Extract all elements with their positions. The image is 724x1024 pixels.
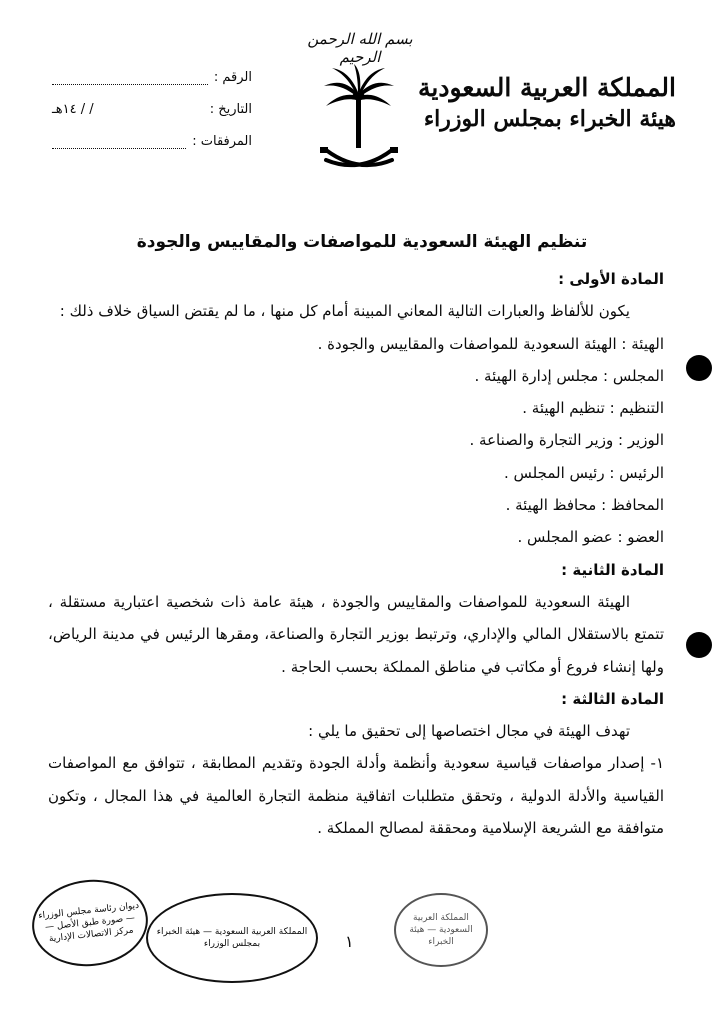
page-number: ١ xyxy=(345,932,354,951)
article1-intro: يكون للألفاظ والعبارات التالية المعاني المبينة أمام كل منها ، ما لم يقتض السياق خلاف ذلك : xyxy=(59,302,630,321)
definition-item: المجلس : مجلس إدارة الهيئة . xyxy=(474,366,664,385)
org-name-line1: المملكة العربية السعودية xyxy=(417,73,676,102)
definition-item: الهيئة : الهيئة السعودية للمواصفات والمقاييس والجودة . xyxy=(317,334,664,353)
article2-text: الهيئة السعودية للمواصفات والمقاييس والجودة ، هيئة عامة ذات شخصية اعتبارية مستقلة ، تتمتع بالاستقلال المالي والإداري، وترتبط بوزير التجارة والصناعة، ومقرها الرئيس في مدينة الرياض، ولها إنشاء فروع أو مكاتب في مناطق المملكة بحسب الحاجة . xyxy=(48,592,664,676)
ref-number-field xyxy=(52,70,252,85)
ref-number-line xyxy=(52,72,208,85)
article3-item1: ١- إصدار مواصفات قياسية سعودية وأنظمة وأدلة الجودة وتقديم المطابقة ، تتوافق مع المواصفات القياسية والأدلة الدولية ، وتحقق متطلبات اتفاقية منظمة التجارة العالمية في هذا المجال ، وتكون متوافقة مع الشريعة الإسلامية ومحققة لمصالح المملكة . xyxy=(48,754,664,838)
binder-hole xyxy=(686,632,712,658)
article3-intro: تهدف الهيئة في مجال اختصاصها إلى تحقيق ما يلي : xyxy=(308,722,630,741)
date-value: / / ١٤هـ xyxy=(52,102,94,117)
stamp-center: المملكة العربية السعودية — هيئة الخبراء بمجلس الوزراء xyxy=(146,893,318,983)
organization-name xyxy=(418,72,676,134)
definition-item: الوزير : وزير التجارة والصناعة . xyxy=(469,431,664,450)
ref-number-label: الرقم : xyxy=(213,70,252,85)
basmala: بسم الله الرحمن الرحيم xyxy=(307,30,413,66)
attachments-field xyxy=(52,134,252,149)
binder-hole xyxy=(686,355,712,381)
attachments-label: المرفقات : xyxy=(192,134,252,149)
stamp-right: المملكة العربية السعودية — هيئة الخبراء xyxy=(394,893,488,967)
saudi-emblem-icon xyxy=(318,62,400,182)
document-body xyxy=(48,263,664,844)
org-name-line2: هيئة الخبراء بمجلس الوزراء xyxy=(423,106,676,132)
stamp-left: ديوان رئاسة مجلس الوزراء — صورة طبق الأصل — مركز الاتصالات الإدارية xyxy=(28,874,152,972)
document-title: تنظيم الهيئة السعودية للمواصفات والمقاييس والجودة xyxy=(136,232,588,252)
date-field xyxy=(52,102,252,117)
definition-item: العضو : عضو المجلس . xyxy=(517,528,664,547)
attachments-line xyxy=(52,136,186,149)
definition-item: التنظيم : تنظيم الهيئة . xyxy=(522,399,664,418)
definition-item: المحافظ : محافظ الهيئة . xyxy=(505,496,664,515)
article1-heading: المادة الأولى : xyxy=(558,270,664,288)
article3-heading: المادة الثالثة : xyxy=(561,689,664,708)
definition-item: الرئيس : رئيس المجلس . xyxy=(504,463,664,482)
article2-heading: المادة الثانية : xyxy=(561,560,664,579)
date-label: التاريخ : xyxy=(209,102,252,117)
